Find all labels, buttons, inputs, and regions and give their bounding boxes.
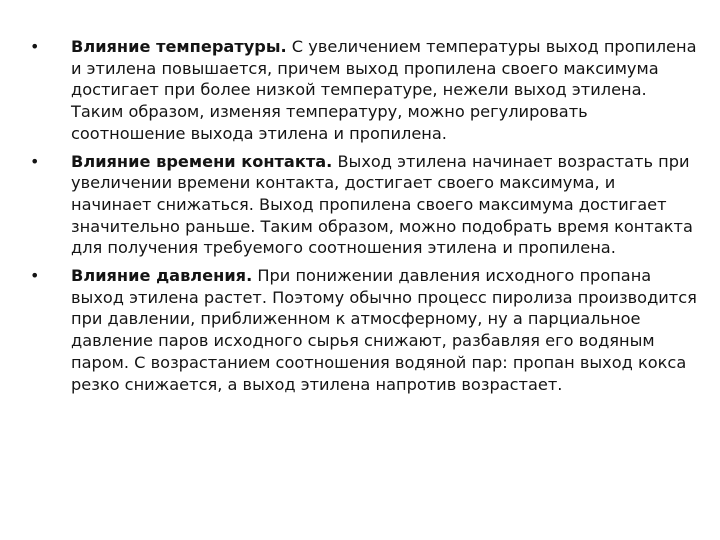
bullet-item-pressure	[30, 265, 700, 395]
bullet-marker: •	[30, 266, 40, 286]
bullet-text-pressure: При понижении давления исходного пропана выход этилена растет. Поэтому обычно процесс пиролиза производится при давлении, приближенном к атмосферному, ну а парциальное давление паров исходного сырья снижают, разбавляя его водяным паром. С возрастанием соотношения водяной пар: пропан выход кокса резко снижается, а выход этилена напротив возрастает.	[71, 266, 697, 394]
bullet-marker: •	[30, 151, 40, 171]
bullet-list	[30, 36, 700, 401]
bullet-item-contact-time	[30, 151, 700, 260]
bullet-text-contact-time: Выход этилена начинает возрастать при увеличении времени контакта, достигает своего максимума, и начинает снижаться. Выход пропилена своего максимума достигает значительно раньше. Таким образом, можно подобрать время контакта для получения требуемого соотношения этилена и пропилена.	[71, 151, 693, 258]
bullet-text-temperature: С увеличением температуры выход пропилена и этилена повышается, причем выход пропилена своего максимума достигает при более низкой температуре, нежели выход этилена. Таким образом, изменяя температуру, можно регулировать соотношение выхода этилена и пропилена.	[71, 37, 697, 143]
bullet-heading-pressure: Влияние давления.	[71, 266, 253, 286]
bullet-heading-contact-time: Влияние времени контакта.	[71, 151, 333, 171]
bullet-item-temperature	[30, 36, 700, 145]
bullet-marker: •	[30, 37, 40, 56]
bullet-heading-temperature: Влияние температуры.	[71, 37, 287, 56]
